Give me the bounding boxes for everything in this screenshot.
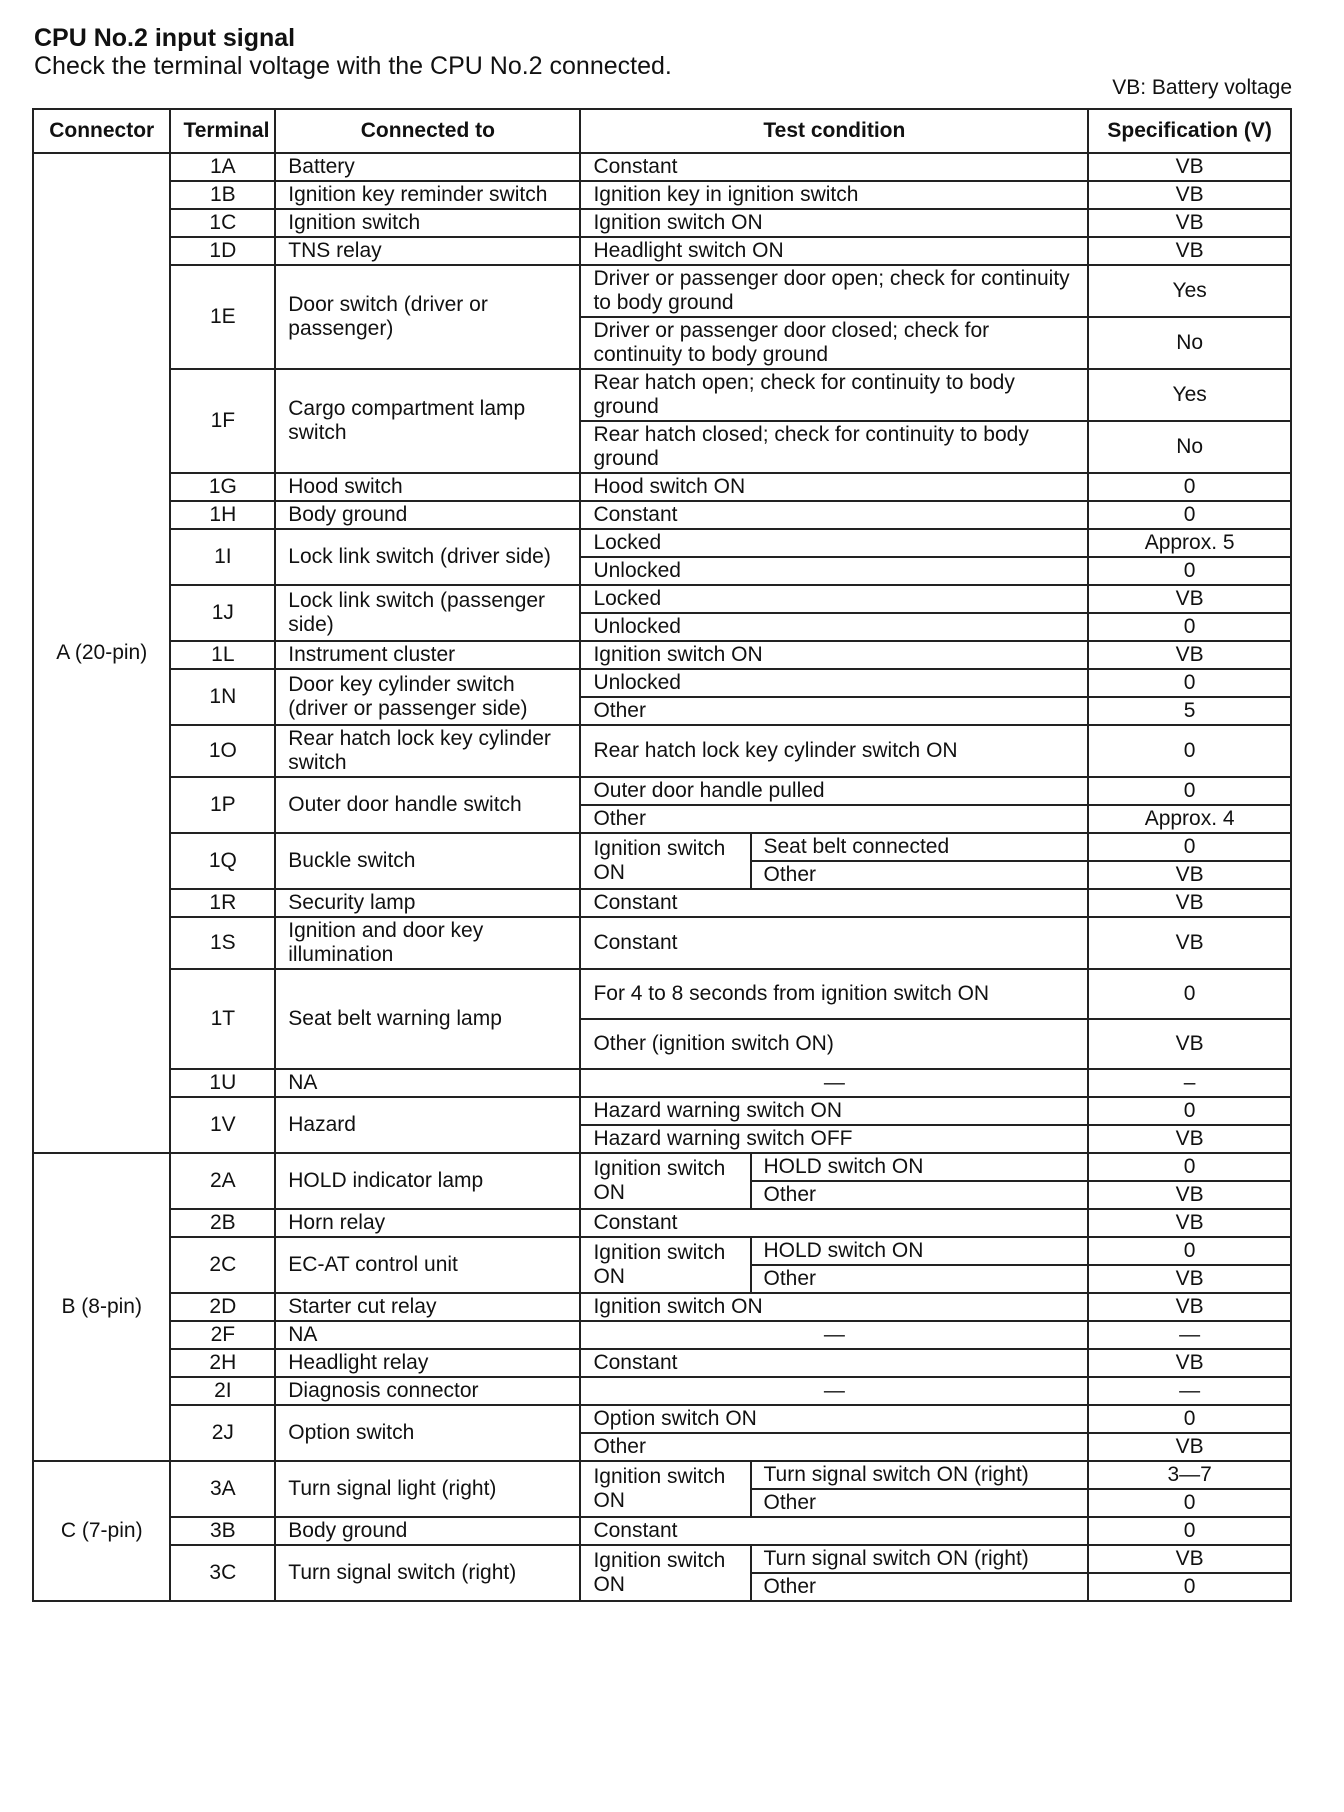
test-subcondition-cell: Turn signal switch ON (right) <box>751 1545 1089 1573</box>
table-header-row <box>33 109 1291 153</box>
terminal-cell: 2D <box>170 1293 275 1321</box>
connected-to-cell: Ignition and door key illumination <box>275 917 580 969</box>
specification-cell: 0 <box>1088 969 1291 1019</box>
page-title: CPU No.2 input signal <box>34 24 296 52</box>
test-subcondition-cell: Other <box>751 1489 1089 1517</box>
terminal-cell: 1C <box>170 209 275 237</box>
table-row <box>33 1153 1291 1181</box>
terminal-cell: 1N <box>170 669 275 725</box>
test-condition-cell: Outer door handle pulled <box>580 777 1088 805</box>
specification-cell: 0 <box>1088 1489 1291 1517</box>
test-condition-cell: Headlight switch ON <box>580 237 1088 265</box>
specification-cell: VB <box>1088 917 1291 969</box>
specification-cell: No <box>1088 317 1291 369</box>
terminal-cell: 1J <box>170 585 275 641</box>
connected-to-cell: NA <box>275 1321 580 1349</box>
table-row <box>33 501 1291 529</box>
table-row <box>33 725 1291 777</box>
test-subcondition-cell: Other <box>751 1573 1089 1601</box>
specification-cell: 3—7 <box>1088 1461 1291 1489</box>
specification-cell: VB <box>1088 153 1291 181</box>
terminal-cell: 1P <box>170 777 275 833</box>
connected-to-cell: Security lamp <box>275 889 580 917</box>
connected-to-cell: Cargo compartment lamp switch <box>275 369 580 473</box>
test-subcondition-cell: Other <box>751 861 1089 889</box>
test-condition-cell: Driver or passenger door open; check for continuity to body ground <box>580 265 1088 317</box>
terminal-cell: 1R <box>170 889 275 917</box>
terminal-cell: 1T <box>170 969 275 1069</box>
test-condition-cell: Ignition key in ignition switch <box>580 181 1088 209</box>
test-condition-cell: Constant <box>580 1209 1088 1237</box>
specification-cell: 0 <box>1088 1153 1291 1181</box>
test-condition-cell: Driver or passenger door closed; check for continuity to body ground <box>580 317 1088 369</box>
test-condition-cell: Rear hatch open; check for continuity to body ground <box>580 369 1088 421</box>
test-condition-cell: Hazard warning switch OFF <box>580 1125 1088 1153</box>
specification-cell: 0 <box>1088 473 1291 501</box>
specification-cell: 0 <box>1088 725 1291 777</box>
test-condition-cell: Option switch ON <box>580 1405 1088 1433</box>
specification-cell: — <box>1088 1377 1291 1405</box>
connected-to-cell: NA <box>275 1069 580 1097</box>
test-condition-cell: Rear hatch lock key cylinder switch ON <box>580 725 1088 777</box>
test-condition-cell: Other <box>580 805 1088 833</box>
specification-cell: Yes <box>1088 369 1291 421</box>
test-condition-cell: Locked <box>580 585 1088 613</box>
terminal-cell: 2I <box>170 1377 275 1405</box>
terminal-cell: 2H <box>170 1349 275 1377</box>
table-row <box>33 1293 1291 1321</box>
specification-cell: 0 <box>1088 833 1291 861</box>
test-condition-cell: Ignition switch ON <box>580 641 1088 669</box>
specification-cell: Approx. 5 <box>1088 529 1291 557</box>
specification-cell: Approx. 4 <box>1088 805 1291 833</box>
test-subcondition-cell: Turn signal switch ON (right) <box>751 1461 1089 1489</box>
connected-to-cell: Outer door handle switch <box>275 777 580 833</box>
specification-cell: VB <box>1088 641 1291 669</box>
terminal-cell: 2B <box>170 1209 275 1237</box>
battery-voltage-note: VB: Battery voltage <box>1112 76 1292 99</box>
table-row <box>33 1321 1291 1349</box>
connected-to-cell: Lock link switch (passenger side) <box>275 585 580 641</box>
specification-cell: VB <box>1088 1265 1291 1293</box>
test-condition-cell: Ignition switch ON <box>580 1545 750 1601</box>
connector-b: B (8-pin) <box>33 1153 170 1461</box>
table-row <box>33 473 1291 501</box>
specification-cell: 0 <box>1088 1573 1291 1601</box>
input-signal-table <box>32 108 1292 1602</box>
specification-cell: Yes <box>1088 265 1291 317</box>
test-subcondition-cell: Other <box>751 1181 1089 1209</box>
table-row <box>33 585 1291 613</box>
table-row <box>33 369 1291 421</box>
terminal-cell: 1F <box>170 369 275 473</box>
specification-cell: No <box>1088 421 1291 473</box>
connected-to-cell: Body ground <box>275 1517 580 1545</box>
specification-cell: VB <box>1088 1545 1291 1573</box>
table-row <box>33 1461 1291 1489</box>
test-condition-cell: Constant <box>580 153 1088 181</box>
test-condition-cell: Ignition switch ON <box>580 1293 1088 1321</box>
table-row <box>33 153 1291 181</box>
header-test-condition: Test condition <box>580 109 1088 153</box>
specification-cell: 0 <box>1088 613 1291 641</box>
test-condition-cell: Unlocked <box>580 613 1088 641</box>
table-row <box>33 833 1291 861</box>
test-condition-cell: Ignition switch ON <box>580 833 750 889</box>
terminal-cell: 1Q <box>170 833 275 889</box>
connected-to-cell: Horn relay <box>275 1209 580 1237</box>
connected-to-cell: HOLD indicator lamp <box>275 1153 580 1209</box>
specification-cell: VB <box>1088 889 1291 917</box>
terminal-cell: 3C <box>170 1545 275 1601</box>
test-condition-cell: Hazard warning switch ON <box>580 1097 1088 1125</box>
test-subcondition-cell: Other <box>751 1265 1089 1293</box>
test-condition-cell: Hood switch ON <box>580 473 1088 501</box>
test-condition-cell: Locked <box>580 529 1088 557</box>
specification-cell: VB <box>1088 1181 1291 1209</box>
test-condition-cell: — <box>580 1069 1088 1097</box>
specification-cell: VB <box>1088 1433 1291 1461</box>
test-condition-cell: Rear hatch closed; check for continuity to body ground <box>580 421 1088 473</box>
connected-to-cell: Battery <box>275 153 580 181</box>
terminal-cell: 1H <box>170 501 275 529</box>
specification-cell: VB <box>1088 209 1291 237</box>
header-connector: Connector <box>33 109 170 153</box>
connected-to-cell: Headlight relay <box>275 1349 580 1377</box>
specification-cell: VB <box>1088 237 1291 265</box>
terminal-cell: 1U <box>170 1069 275 1097</box>
test-condition-cell: Other (ignition switch ON) <box>580 1019 1088 1069</box>
connected-to-cell: Hood switch <box>275 473 580 501</box>
terminal-cell: 1V <box>170 1097 275 1153</box>
connected-to-cell: Seat belt warning lamp <box>275 969 580 1069</box>
table-row <box>33 1069 1291 1097</box>
connector-a: A (20-pin) <box>33 153 170 1153</box>
table-row <box>33 1405 1291 1433</box>
test-subcondition-cell: Seat belt connected <box>751 833 1089 861</box>
header-connected-to: Connected to <box>275 109 580 153</box>
connected-to-cell: Body ground <box>275 501 580 529</box>
terminal-cell: 1L <box>170 641 275 669</box>
specification-cell: VB <box>1088 1125 1291 1153</box>
specification-cell: 0 <box>1088 1517 1291 1545</box>
table-row <box>33 1237 1291 1265</box>
specification-cell: 0 <box>1088 777 1291 805</box>
terminal-cell: 3A <box>170 1461 275 1517</box>
table-row <box>33 265 1291 317</box>
table-row <box>33 181 1291 209</box>
test-condition-cell: — <box>580 1321 1088 1349</box>
terminal-cell: 1G <box>170 473 275 501</box>
terminal-cell: 1S <box>170 917 275 969</box>
test-condition-cell: — <box>580 1377 1088 1405</box>
specification-cell: 0 <box>1088 1097 1291 1125</box>
table-row <box>33 1377 1291 1405</box>
test-condition-cell: Other <box>580 697 1088 725</box>
connected-to-cell: Diagnosis connector <box>275 1377 580 1405</box>
table-body <box>33 153 1291 1601</box>
test-condition-cell: Unlocked <box>580 669 1088 697</box>
specification-cell: VB <box>1088 1209 1291 1237</box>
table-row <box>33 889 1291 917</box>
test-condition-cell: For 4 to 8 seconds from ignition switch ON <box>580 969 1088 1019</box>
specification-cell: 0 <box>1088 1237 1291 1265</box>
table-row <box>33 529 1291 557</box>
table-row <box>33 1209 1291 1237</box>
test-condition-cell: Other <box>580 1433 1088 1461</box>
connected-to-cell: Option switch <box>275 1405 580 1461</box>
page-subtitle: Check the terminal voltage with the CPU No.2 connected. <box>34 52 672 80</box>
specification-cell: 0 <box>1088 501 1291 529</box>
connected-to-cell: Turn signal switch (right) <box>275 1545 580 1601</box>
specification-cell: 0 <box>1088 1405 1291 1433</box>
table-row <box>33 1545 1291 1573</box>
terminal-cell: 2A <box>170 1153 275 1209</box>
specification-cell: VB <box>1088 1019 1291 1069</box>
terminal-cell: 3B <box>170 1517 275 1545</box>
connected-to-cell: Ignition key reminder switch <box>275 181 580 209</box>
specification-cell: – <box>1088 1069 1291 1097</box>
specification-cell: 0 <box>1088 557 1291 585</box>
table-row <box>33 969 1291 1019</box>
table-row <box>33 669 1291 697</box>
test-condition-cell: Constant <box>580 501 1088 529</box>
connected-to-cell: Hazard <box>275 1097 580 1153</box>
test-condition-cell: Unlocked <box>580 557 1088 585</box>
table-row <box>33 1349 1291 1377</box>
specification-cell: 5 <box>1088 697 1291 725</box>
specification-cell: VB <box>1088 861 1291 889</box>
test-subcondition-cell: HOLD switch ON <box>751 1153 1089 1181</box>
table-row <box>33 209 1291 237</box>
test-condition-cell: Constant <box>580 1517 1088 1545</box>
connector-c: C (7-pin) <box>33 1461 170 1601</box>
terminal-cell: 1D <box>170 237 275 265</box>
connected-to-cell: Door switch (driver or passenger) <box>275 265 580 369</box>
header-specification: Specification (V) <box>1088 109 1291 153</box>
specification-cell: VB <box>1088 585 1291 613</box>
terminal-cell: 2C <box>170 1237 275 1293</box>
terminal-cell: 1O <box>170 725 275 777</box>
connected-to-cell: Turn signal light (right) <box>275 1461 580 1517</box>
table-row <box>33 237 1291 265</box>
connected-to-cell: Lock link switch (driver side) <box>275 529 580 585</box>
header-terminal: Terminal <box>170 109 275 153</box>
terminal-cell: 1I <box>170 529 275 585</box>
connected-to-cell: Instrument cluster <box>275 641 580 669</box>
table-row <box>33 1517 1291 1545</box>
terminal-cell: 1B <box>170 181 275 209</box>
specification-cell: 0 <box>1088 669 1291 697</box>
test-condition-cell: Ignition switch ON <box>580 1461 750 1517</box>
test-condition-cell: Constant <box>580 917 1088 969</box>
specification-cell: VB <box>1088 1293 1291 1321</box>
terminal-cell: 1E <box>170 265 275 369</box>
test-condition-cell: Ignition switch ON <box>580 1237 750 1293</box>
connected-to-cell: EC-AT control unit <box>275 1237 580 1293</box>
terminal-cell: 2F <box>170 1321 275 1349</box>
test-subcondition-cell: HOLD switch ON <box>751 1237 1089 1265</box>
connected-to-cell: Door key cylinder switch (driver or passenger side) <box>275 669 580 725</box>
test-condition-cell: Constant <box>580 889 1088 917</box>
test-condition-cell: Ignition switch ON <box>580 209 1088 237</box>
connected-to-cell: Buckle switch <box>275 833 580 889</box>
specification-cell: VB <box>1088 1349 1291 1377</box>
terminal-cell: 1A <box>170 153 275 181</box>
table-row <box>33 1097 1291 1125</box>
specification-cell: VB <box>1088 181 1291 209</box>
test-condition-cell: Ignition switch ON <box>580 1153 750 1209</box>
connected-to-cell: Rear hatch lock key cylinder switch <box>275 725 580 777</box>
test-condition-cell: Constant <box>580 1349 1088 1377</box>
table-row <box>33 641 1291 669</box>
table-row <box>33 777 1291 805</box>
table-row <box>33 917 1291 969</box>
connected-to-cell: Ignition switch <box>275 209 580 237</box>
specification-cell: — <box>1088 1321 1291 1349</box>
terminal-cell: 2J <box>170 1405 275 1461</box>
connected-to-cell: TNS relay <box>275 237 580 265</box>
connected-to-cell: Starter cut relay <box>275 1293 580 1321</box>
